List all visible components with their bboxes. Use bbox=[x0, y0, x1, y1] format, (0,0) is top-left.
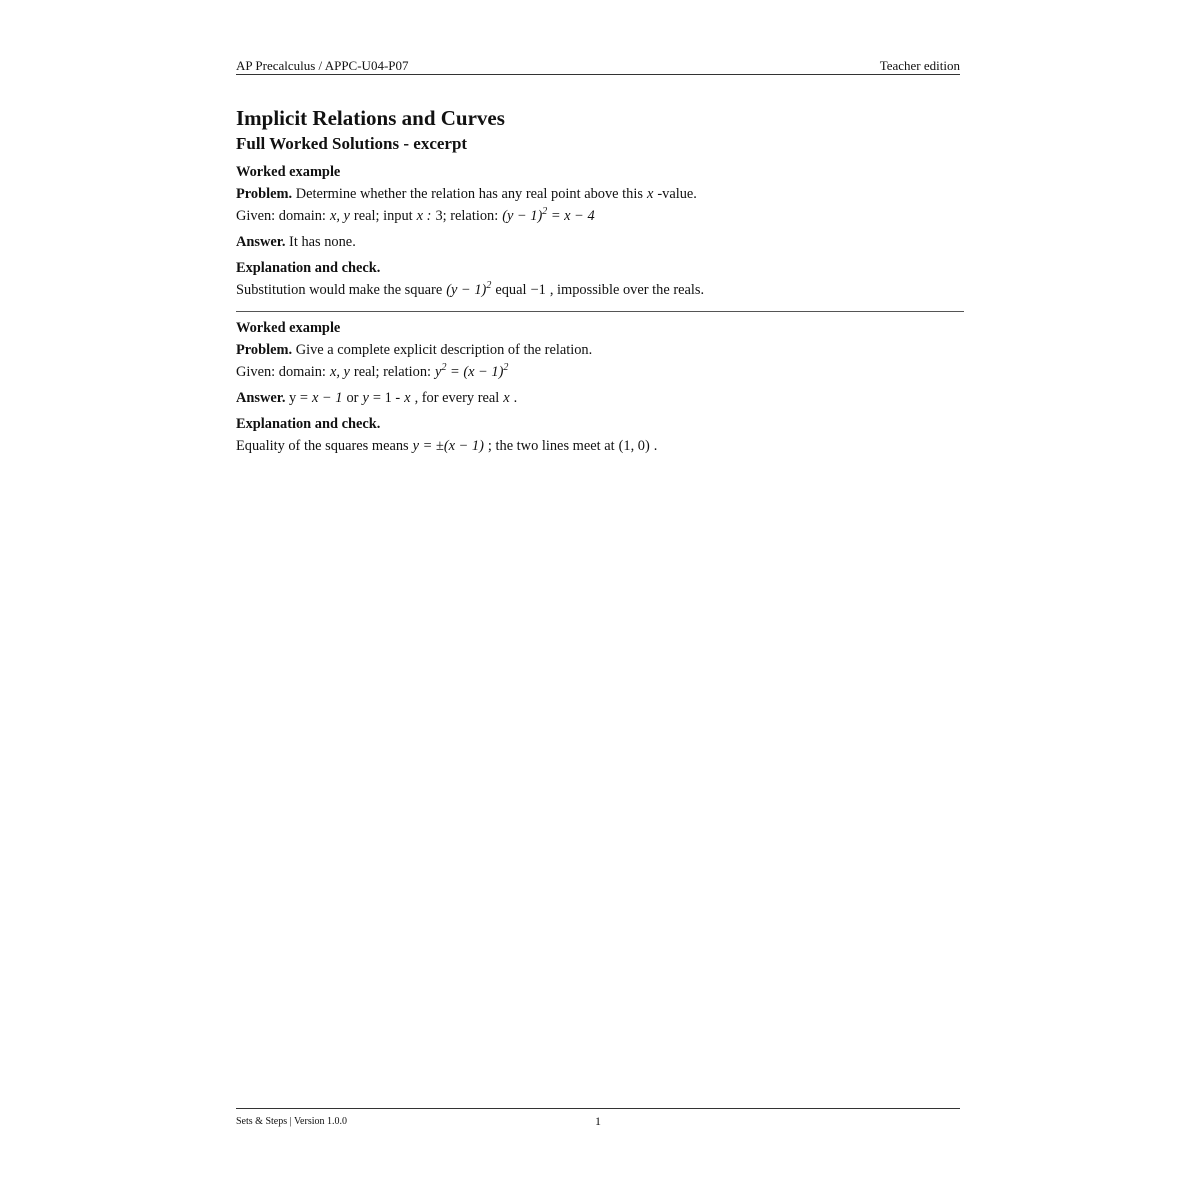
answer-text: It has none. bbox=[285, 234, 356, 250]
document-body bbox=[236, 104, 964, 457]
math-var: x bbox=[646, 186, 654, 202]
header-course-id: AP Precalculus / APPC-U04-P07 bbox=[236, 58, 409, 73]
document-title: Implicit Relations and Curves bbox=[236, 106, 505, 130]
given-domain: x, y bbox=[329, 208, 350, 224]
header-edition: Teacher edition bbox=[879, 58, 960, 73]
math-expression: $(y - 1)^2$ bbox=[446, 280, 492, 298]
answer-label: Answer. bbox=[236, 234, 286, 250]
math-expression: y = ±(x − 1) bbox=[412, 438, 484, 454]
math-var: x bbox=[404, 390, 411, 406]
math-point: (1, 0) bbox=[618, 438, 650, 454]
explanation-heading: Explanation and check. bbox=[236, 260, 381, 276]
math-var: y bbox=[362, 390, 369, 406]
worked-example-2 bbox=[236, 317, 964, 457]
explanation-heading: Explanation and check. bbox=[236, 416, 381, 432]
footer-version: Sets & Steps | Version 1.0.0 bbox=[236, 1116, 347, 1127]
section-divider bbox=[236, 311, 964, 312]
problem-label: Problem. bbox=[236, 186, 293, 202]
answer-line bbox=[236, 231, 964, 253]
given-relation: $y^2 = (x - 1)^2$ bbox=[435, 362, 509, 380]
problem-text: Determine whether the relation has any real point above this bbox=[292, 186, 643, 202]
problem-text-end: -value. bbox=[657, 186, 697, 202]
math-value: −1 bbox=[530, 282, 546, 298]
worked-example-1 bbox=[236, 161, 964, 301]
explanation-text: Substitution would make the square $(y - 1)^2$ equal −1 , impossible over the reals. bbox=[236, 280, 705, 298]
given-relation: $(y - 1)^2 = x - 4$ bbox=[502, 206, 595, 224]
explanation-text: Equality of the squares means y = ±(x − 1) ; the two lines meet at (1, 0) . bbox=[236, 438, 658, 454]
given-label: Given: domain: bbox=[236, 208, 326, 224]
answer-line: Answer. y = x − 1 or y = 1 - x , for every real x . bbox=[236, 390, 518, 406]
problem-text: Give a complete explicit description of the relation. bbox=[292, 342, 593, 358]
given-label: Given: domain: bbox=[236, 364, 326, 380]
given-mid: real; relation: bbox=[353, 364, 432, 380]
page-number: 1 bbox=[595, 1114, 601, 1128]
given-line bbox=[236, 205, 964, 227]
given-domain: x, y bbox=[329, 364, 350, 380]
given-input-var: x : bbox=[416, 208, 432, 224]
answer-label: Answer. bbox=[236, 390, 286, 406]
problem-label: Problem. bbox=[236, 342, 293, 358]
document-subtitle: Full Worked Solutions - excerpt bbox=[236, 134, 468, 153]
given-input-val: 3 bbox=[435, 208, 443, 224]
given-relation-label: ; relation: bbox=[442, 208, 499, 224]
problem-line bbox=[236, 339, 964, 361]
example-heading: Worked example bbox=[236, 320, 341, 336]
page-header bbox=[236, 58, 960, 75]
given-mid: real; input bbox=[353, 208, 413, 224]
math-var: x bbox=[503, 390, 510, 406]
example-heading: Worked example bbox=[236, 164, 341, 180]
given-line bbox=[236, 361, 964, 383]
problem-line bbox=[236, 183, 964, 205]
math-expression: x − 1 bbox=[311, 390, 343, 406]
page-footer bbox=[236, 1108, 960, 1129]
